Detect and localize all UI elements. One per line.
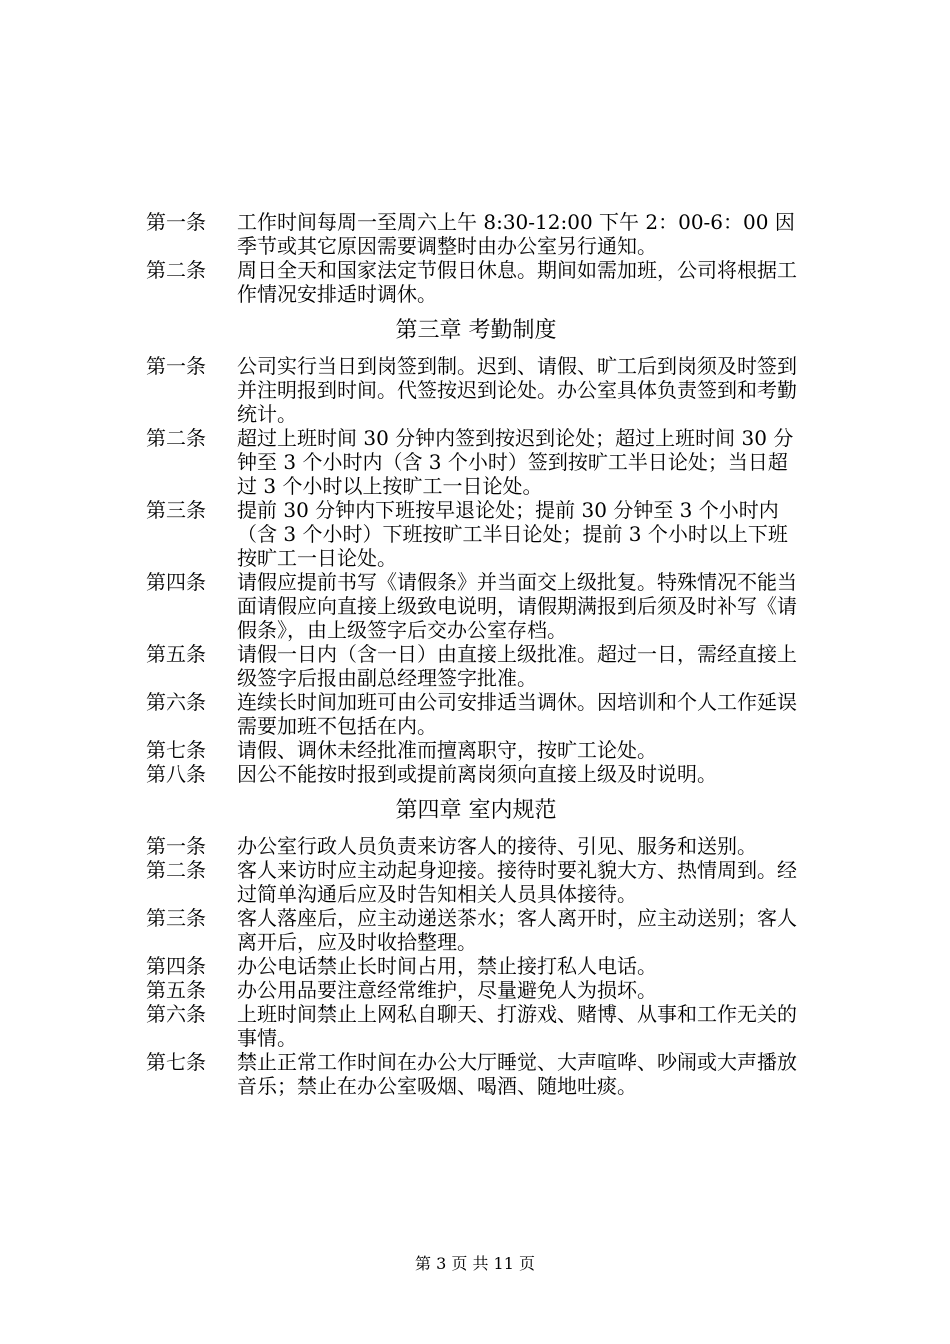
article-text: 因公不能按时报到或提前离岗须向直接上级及时说明。 [237,762,717,786]
article-number: 第二条 [146,258,206,282]
article-number: 第六条 [146,690,206,714]
article-text: 办公电话禁止长时间占用，禁止接打私人电话。 [237,954,657,978]
article-text: 提前 30 分钟内下班按早退论处；提前 30 分钟至 3 个小时内（含 3 个小时）下班按旷工半日论处；提前 3 个小时以上下班按旷工一日论处。 [237,498,788,570]
article [146,498,806,570]
article-number: 第四条 [146,954,206,978]
article-text: 请假应提前书写《请假条》并当面交上级批复。特殊情况不能当面请假应向直接上级致电说明，请假期满报到后须及时补写《请假条》，由上级签字后交办公室存档。 [237,570,797,642]
article-number: 第六条 [146,1002,206,1026]
article-text: 客人落座后，应主动递送茶水；客人离开时，应主动送别；客人离开后，应及时收拾整理。 [237,906,797,954]
article-text: 上班时间禁止上网私自聊天、打游戏、赌博、从事和工作无关的事情。 [237,1002,797,1050]
article-number: 第三条 [146,906,206,930]
article-text: 客人来访时应主动起身迎接。接待时要礼貌大方、热情周到。经过简单沟通后应及时告知相关人员具体接待。 [237,858,797,906]
article-text: 办公室行政人员负责来访客人的接待、引见、服务和送别。 [237,834,757,858]
article-text: 请假、调休未经批准而擅离职守，按旷工论处。 [237,738,657,762]
article-number: 第一条 [146,354,206,378]
article-number: 第一条 [146,210,206,234]
article [146,738,806,762]
article-number: 第七条 [146,738,206,762]
document-body [146,210,806,1098]
article [146,258,806,306]
article [146,1002,806,1050]
article-number: 第一条 [146,834,206,858]
article-number: 第五条 [146,978,206,1002]
article-text: 周日全天和国家法定节假日休息。期间如需加班，公司将根据工作情况安排适时调休。 [237,258,797,306]
article-number: 第四条 [146,570,206,594]
article-number: 第八条 [146,762,206,786]
article [146,570,806,642]
article [146,642,806,690]
article [146,426,806,498]
chapter-heading: 第四章 室内规范 [395,798,557,823]
article [146,690,806,738]
article [146,858,806,906]
article-text: 禁止正常工作时间在办公大厅睡觉、大声喧哗、吵闹或大声播放音乐；禁止在办公室吸烟、喝酒、随地吐痰。 [237,1050,797,1098]
article-text: 超过上班时间 30 分钟内签到按迟到论处；超过上班时间 30 分钟至 3 个小时内（含 3 个小时）签到按旷工半日论处；当日超过 3 个小时以上按旷工一日论处。 [237,426,794,498]
article-number: 第二条 [146,858,206,882]
article [146,210,806,258]
article [146,354,806,426]
article-text: 办公用品要注意经常维护，尽量避免人为损坏。 [237,978,657,1002]
article [146,906,806,954]
article-text: 公司实行当日到岗签到制。迟到、请假、旷工后到岗须及时签到并注明报到时间。代签按迟到论处。办公室具体负责签到和考勤统计。 [237,354,797,426]
article-number: 第五条 [146,642,206,666]
article-text: 请假一日内（含一日）由直接上级批准。超过一日，需经直接上级签字后报由副总经理签字批准。 [237,642,797,690]
article [146,762,806,786]
page-footer: 第 3 页 共 11 页 [415,1254,535,1273]
article-text: 工作时间每周一至周六上午 8:30-12:00 下午 2：00-6：00 因季节或其它原因需要调整时由办公室另行通知。 [237,210,795,258]
article-number: 第二条 [146,426,206,450]
chapter-heading: 第三章 考勤制度 [395,318,557,343]
article-text: 连续长时间加班可由公司安排适当调休。因培训和个人工作延误需要加班不包括在内。 [237,690,797,738]
article [146,1050,806,1098]
article-number: 第三条 [146,498,206,522]
article [146,834,806,858]
article [146,954,806,978]
article [146,978,806,1002]
article-number: 第七条 [146,1050,206,1074]
